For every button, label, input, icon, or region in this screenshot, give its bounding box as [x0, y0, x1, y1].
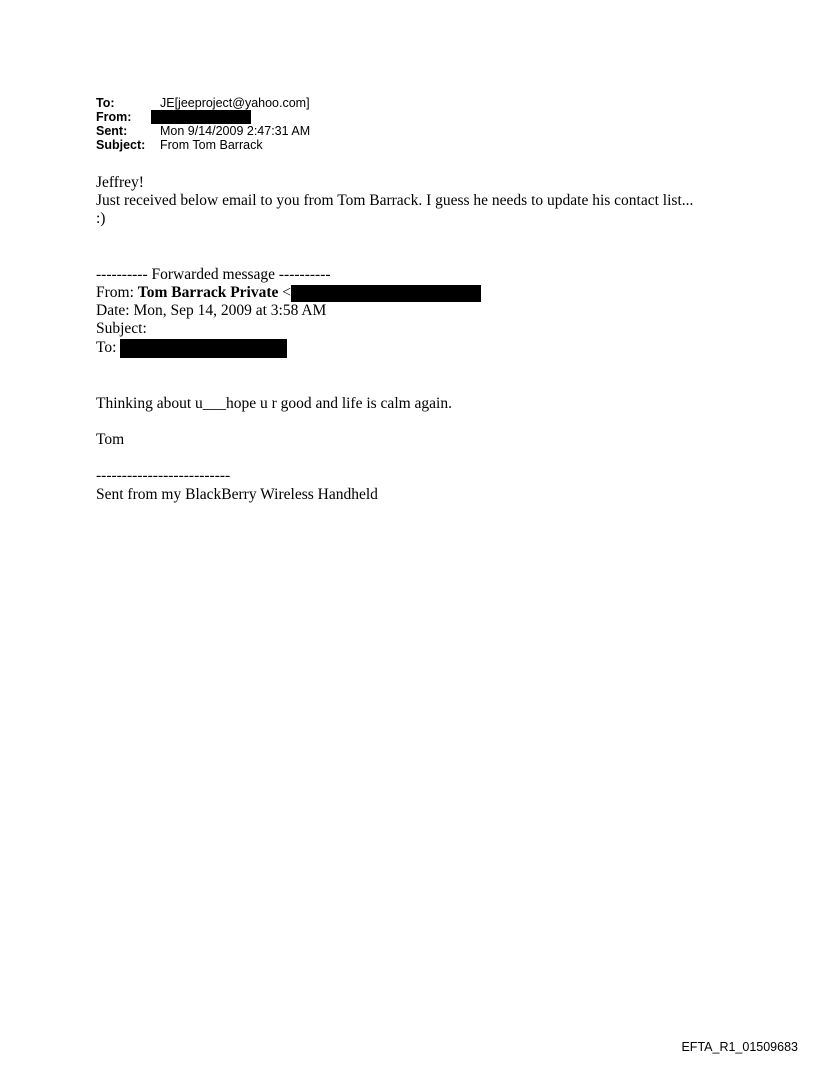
- smiley-line: :): [96, 210, 106, 227]
- from-row: [96, 110, 310, 124]
- message-line: Just received below email to you from Tom Barrack. I guess he needs to update his contact list...: [96, 192, 694, 209]
- forwarded-from-line: [96, 284, 481, 302]
- redaction-box: [291, 285, 481, 302]
- greeting: Jeffrey!: [96, 174, 144, 191]
- from-label: From:: [96, 110, 132, 124]
- forwarded-from-name: Tom Barrack Private: [137, 284, 279, 301]
- forwarded-separator: ---------- Forwarded message ----------: [96, 266, 331, 283]
- sent-value: Mon 9/14/2009 2:47:31 AM: [160, 124, 311, 138]
- subject-label: Subject:: [96, 138, 146, 152]
- to-row: [96, 96, 310, 110]
- subject-row: [96, 138, 310, 152]
- subject-value: From Tom Barrack: [160, 138, 263, 152]
- sent-label: Sent:: [96, 124, 128, 138]
- signature: Tom: [96, 431, 125, 448]
- forwarded-from-prefix: From:: [96, 284, 138, 301]
- signature-separator: --------------------------: [96, 467, 231, 484]
- document-id: EFTA_R1_01509683: [681, 1040, 798, 1054]
- to-value: JE[jeeproject@yahoo.com]: [160, 96, 310, 110]
- email-header: [96, 96, 310, 152]
- forwarded-to-line: [96, 339, 287, 358]
- forwarded-body: Thinking about u___hope u r good and life is calm again.: [96, 395, 452, 412]
- to-label: To:: [96, 96, 115, 110]
- forwarded-to-prefix: To:: [96, 339, 121, 357]
- forwarded-date: Date: Mon, Sep 14, 2009 at 3:58 AM: [96, 302, 327, 319]
- redaction-box: [120, 339, 287, 358]
- redaction-box: [151, 110, 251, 124]
- forwarded-subject: Subject:: [96, 320, 147, 337]
- sent-from-line: Sent from my BlackBerry Wireless Handheld: [96, 486, 378, 503]
- sent-row: [96, 124, 310, 138]
- forwarded-from-trail: <: [278, 284, 292, 301]
